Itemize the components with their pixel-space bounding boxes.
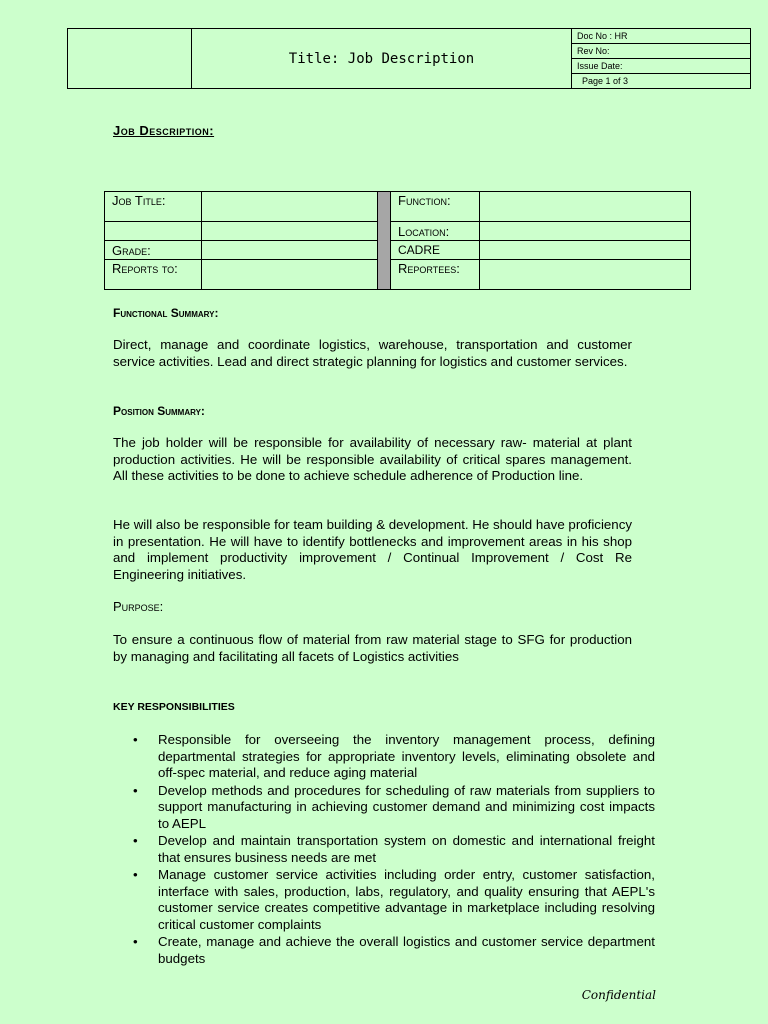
function-value [480,192,691,222]
reportees-value [480,260,691,290]
document-header [67,28,751,89]
logo-cell [68,29,192,89]
grade-label: Grade: [105,241,202,260]
reportees-label: Reportees: [391,260,480,290]
purpose-heading: Purpose: [113,599,164,614]
reports-to-label: Reports to: [105,260,202,290]
purpose-text: To ensure a continuous flow of material from raw material stage to SFG for production by managing and facilitating all facets of Logistics activities [113,632,632,664]
issue-date: Issue Date: [572,59,751,74]
list-item [113,783,655,833]
functional-summary-text: Direct, manage and coordinate logistics, warehouse, transportation and customer service activities. Lead and direct strategic planning for logistics and customer services. [113,337,632,369]
position-summary-heading: Position Summary: [113,404,205,418]
position-summary-paragraph-1: The job holder will be responsible for availability of necessary raw- material at plant production activities. He will be responsible availability of critical spares management. All these activities to be done to achieve schedule adherence of Production line. [113,435,632,483]
bullet-icon: • [133,867,138,882]
position-summary-paragraph-2: He will also be responsible for team building & development. He should have proficiency in presentation. He will have to identify bottlenecks and improvement areas in his shop and implement productivity improvement / Continual Improvement / Cost Re Engineering initiatives. [113,517,632,582]
job-title-value [202,192,378,222]
list-item [113,867,655,933]
page-number: Page 1 of 3 [572,74,751,89]
list-item-text: Develop methods and procedures for scheduling of raw materials from suppliers to support manufacturing in achieving customer demand and minimizing cost impacts to AEPL [158,782,655,831]
document-title: Title: Job Description [192,29,572,89]
list-item [113,934,655,967]
key-responsibilities-heading: KEY RESPONSIBILITIES [113,701,235,713]
cadre-value [480,241,691,260]
column-separator [378,192,391,290]
bullet-icon: • [133,833,138,848]
list-item-text: Create, manage and achieve the overall logistics and customer service department budgets [158,934,655,966]
revision-number: Rev No: [572,44,751,59]
cadre-label: CADRE [391,241,480,260]
doc-number: Doc No : HR [572,29,751,44]
bullet-icon: • [133,934,138,949]
list-item [113,732,655,782]
list-item-text: Manage customer service activities including order entry, customer satisfaction, interface with sales, production, labs, regulatory, and quality ensuring that AEPL's customer service creates competitive advantage in marketplace including resolving critical customer complaints [158,867,655,932]
responsibilities-list [113,732,655,968]
confidential-footer: Confidential [581,988,656,1002]
list-item [113,833,655,866]
function-label: Function: [391,192,480,222]
blank-label [105,222,202,241]
grade-value [202,241,378,260]
list-item-text: Develop and maintain transportation system on domestic and international freight that ensures business needs are met [158,833,655,865]
list-item-text: Responsible for overseeing the inventory management process, defining departmental strategies for appropriate inventory levels, eliminating obsolete and off-spec material, and reduce aging material [158,732,655,780]
location-value [480,222,691,241]
functional-summary-heading: Functional Summary: [113,306,219,320]
job-title-label: Job Title: [105,192,202,222]
reports-to-value [202,260,378,290]
location-label: Location: [391,222,480,241]
bullet-icon: • [133,782,138,798]
bullet-icon: • [133,732,138,747]
section-heading: Job Description: [113,123,215,138]
job-info-table [104,191,691,290]
blank-value [202,222,378,241]
